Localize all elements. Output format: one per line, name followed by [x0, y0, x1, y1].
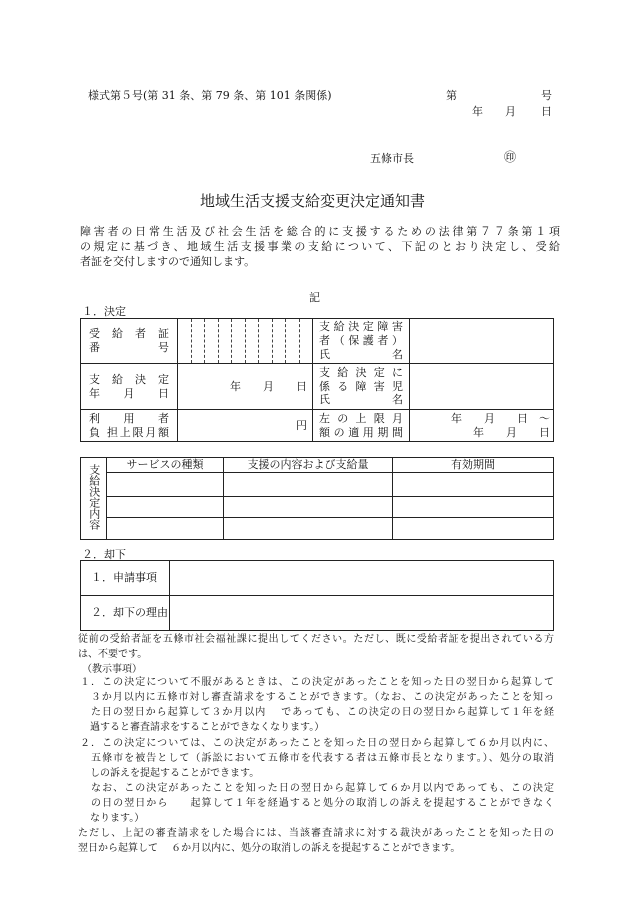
- period-end: 年 月 日: [473, 425, 550, 439]
- decision-date-label: 支 給 決 定 年 月 日: [81, 364, 178, 410]
- intro-line: 者証を交付しますので通知します。: [80, 255, 256, 268]
- user-burden-label: 利 用 者 負 担上限月額: [81, 410, 178, 442]
- teaching-header: （教示事項）: [82, 664, 142, 675]
- service-period-cell[interactable]: [393, 496, 554, 517]
- digit-box[interactable]: [178, 319, 192, 364]
- submission-note: 従前の受給者証を五條市社会福祉課に提出してください。ただし、既に受給者証を提出されている方 は、不要です。: [78, 634, 554, 660]
- child-label: 支給決定に 係る障害児 氏 名: [313, 364, 410, 410]
- proviso-note: ただし、上記の審査請求をした場合には、当該審査請求に対する裁決があったことを知った日の 翌日から起算して ６か月以内に、処分の取消しの訴えを提起することができます。: [78, 828, 554, 854]
- form-number: 様式第５号(第 31 条、第 79 条、第 101 条関係): [88, 89, 332, 102]
- service-type-cell[interactable]: [107, 517, 224, 539]
- burden-amount-field[interactable]: [178, 410, 313, 442]
- guardian-label: 支給決定障害 者（保護者） 氏 名: [313, 319, 410, 364]
- digit-box[interactable]: [218, 319, 232, 364]
- application-matter-label: １．申請事項: [81, 561, 170, 596]
- decision-section-label: １．決定: [82, 305, 126, 318]
- period-label: 左の上限月 額の適用期間: [313, 410, 410, 442]
- intro-line: の規定に基づき、地域生活支援事業の支給について、下記のとおり決定し、受給: [80, 240, 560, 253]
- document-title: 地域生活支援支給変更決定通知書: [200, 192, 426, 210]
- intro-line: 障害者の日常生活及び社会生活を総合的に支援するための法律第７７条第１項: [80, 225, 560, 238]
- digit-box[interactable]: [259, 319, 273, 364]
- digit-box[interactable]: [272, 319, 286, 364]
- guardian-name-field[interactable]: [410, 319, 554, 364]
- digit-box[interactable]: [245, 319, 259, 364]
- issue-month: 月: [505, 105, 516, 118]
- number-prefix: 第: [446, 89, 457, 102]
- table-row: [81, 517, 554, 539]
- decision-table: [80, 318, 554, 442]
- number-suffix: 号: [541, 89, 552, 102]
- service-period-header: 有効期間: [393, 458, 554, 473]
- seal-mark: ㊞: [504, 150, 517, 164]
- period-start: 年 月 日 ～: [451, 411, 550, 425]
- digit-box[interactable]: [286, 319, 300, 364]
- service-content-header: 支援の内容および支給量: [224, 458, 393, 473]
- issuer-name: 五條市長: [370, 152, 414, 165]
- rejection-table: [80, 560, 554, 631]
- service-content-cell[interactable]: [224, 472, 393, 496]
- decision-date-value: 年 月 日: [230, 379, 307, 393]
- teaching-item-1: １．この決定について不服があるときは、この決定があったことを知った日の翌日から起算して ３か月以内に五條市対し審査請求をすることができます。（なお、この決定があったことを知っ た日の翌日から起算して３か月以内 であっても、この決定の日の翌日から起算して１年を経 過すると審査請求をすることができなくなります。）: [80, 677, 554, 733]
- rejection-reason-label: ２．却下の理由: [81, 596, 170, 631]
- child-name-field[interactable]: [410, 364, 554, 410]
- table-row: [81, 496, 554, 517]
- digit-box[interactable]: [191, 319, 205, 364]
- table-row: [81, 561, 554, 596]
- service-content-cell[interactable]: [224, 496, 393, 517]
- service-side-label: 支給決定内容: [81, 458, 107, 540]
- digit-box[interactable]: [299, 319, 313, 364]
- service-period-cell[interactable]: [393, 517, 554, 539]
- ki-label: 記: [309, 291, 320, 304]
- digit-box[interactable]: [205, 319, 219, 364]
- rejection-section-label: ２．却下: [82, 548, 126, 561]
- service-table: [80, 457, 554, 540]
- service-type-cell[interactable]: [107, 472, 224, 496]
- table-row: [81, 472, 554, 496]
- intro-paragraph: [80, 224, 560, 269]
- application-matter-field[interactable]: [170, 561, 554, 596]
- digit-box[interactable]: [232, 319, 246, 364]
- yen-unit: 円: [296, 418, 307, 432]
- service-content-cell[interactable]: [224, 517, 393, 539]
- issue-day: 日: [541, 105, 552, 118]
- recipient-number-label: 受 給 者 証 番 号: [81, 319, 178, 364]
- issue-year: 年: [472, 105, 483, 118]
- rejection-reason-field[interactable]: [170, 596, 554, 631]
- teaching-item-2: ２．この決定については、この決定があったことを知った日の翌日から起算して６か月以内に、 五條市を被告として（訴訟において五條市を代表する者は五條市長となります。）、処分の取消 しの訴えを提起することができます。 なお、この決定があったことを知った日の翌日から起算して６か月以内であっても、この決定 の日の翌日から 起算して１年を経過すると処分の取消しの訴えを提起することができなく なります。）: [80, 738, 554, 824]
- service-type-header: サービスの種類: [107, 458, 224, 473]
- decision-date-field[interactable]: [178, 364, 313, 410]
- period-field[interactable]: [410, 410, 554, 442]
- service-period-cell[interactable]: [393, 472, 554, 496]
- table-row: [81, 596, 554, 631]
- service-type-cell[interactable]: [107, 496, 224, 517]
